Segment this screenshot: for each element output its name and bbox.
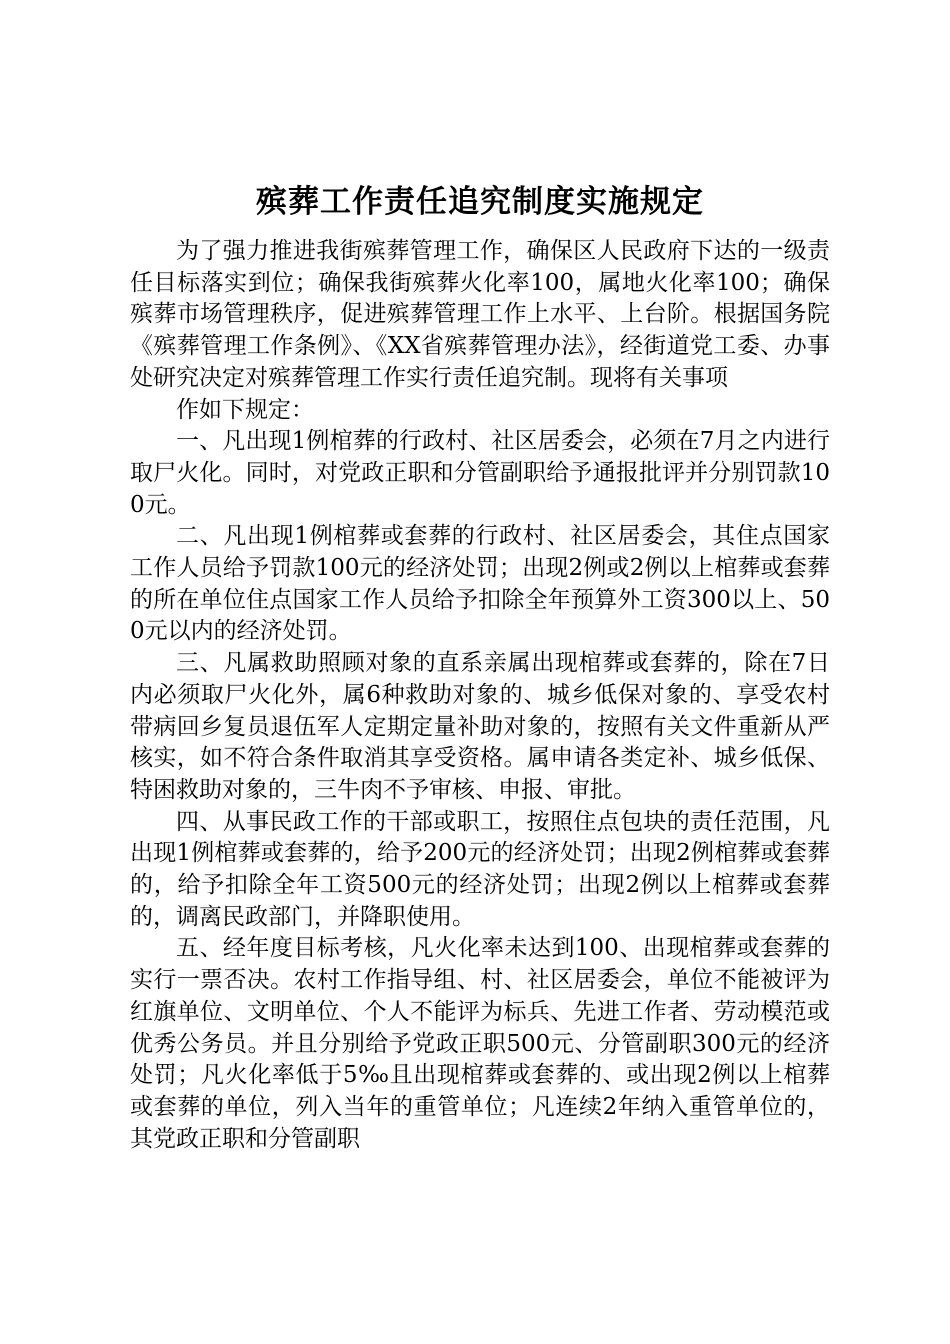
- document-title: 殡葬工作责任追究制度实施规定: [256, 184, 704, 220]
- document-page: [130, 180, 830, 1155]
- paragraph-rule-5: 五、经年度目标考核，凡火化率未达到100、出现棺葬或套葬的实行一票否决。农村工作指导组、村、社区居委会，单位不能被评为红旗单位、文明单位、个人不能评为标兵、先进工作者、劳动模范或优秀公务员。并且分别给予党政正职500元、分管副职300元的经济处罚；凡火化率低于5‰且出现棺葬或套葬的、或出现2例以上棺葬或套葬的单位，列入当年的重管单位；凡连续2年纳入重管单位的，其党政正职和分管副职: [130, 935, 830, 1152]
- paragraph-rule-2: 二、凡出现1例棺葬或套葬的行政村、社区居委会，其住点国家工作人员给予罚款100元的经济处罚；出现2例或2例以上棺葬或套葬的所在单位住点国家工作人员给予扣除全年预算外工资300以上、500元以内的经济处罚。: [130, 523, 830, 645]
- paragraph-rule-4: 四、从事民政工作的干部或职工，按照住点包块的责任范围，凡出现1例棺葬或套葬的，给予200元的经济处罚；出现2例棺葬或套葬的，给予扣除全年工资500元的经济处罚；出现2例以上棺葬或套葬的，调离民政部门，并降职使用。: [130, 808, 830, 930]
- paragraph-intro: 为了强力推进我街殡葬管理工作，确保区人民政府下达的一级责任目标落实到位；确保我街殡葬火化率100，属地火化率100；确保殡葬市场管理秩序，促进殡葬管理工作上水平、上台阶。根据国务院《殡葬管理工作条例》、《XX省殡葬管理办法》，经街道党工委、办事处研究决定对殡葬管理工作实行责任追究制。现将有关事项: [130, 238, 830, 391]
- paragraph-rule-1: 一、凡出现1例棺葬的行政村、社区居委会，必须在7月之内进行取尸火化。同时，对党政正职和分管副职给予通报批评并分别罚款100元。: [130, 428, 830, 518]
- paragraph-rule-3: 三、凡属救助照顾对象的直系亲属出现棺葬或套葬的，除在7日内必须取尸火化外，属6种救助对象的、城乡低保对象的、享受农村带病回乡复员退伍军人定期定量补助对象的，按照有关文件重新从严核实，如不符合条件取消其享受资格。属申请各类定补、城乡低保、特困救助对象的，三牛肉不予审核、申报、审批。: [130, 650, 830, 803]
- paragraph-preface: 作如下规定：: [176, 396, 314, 423]
